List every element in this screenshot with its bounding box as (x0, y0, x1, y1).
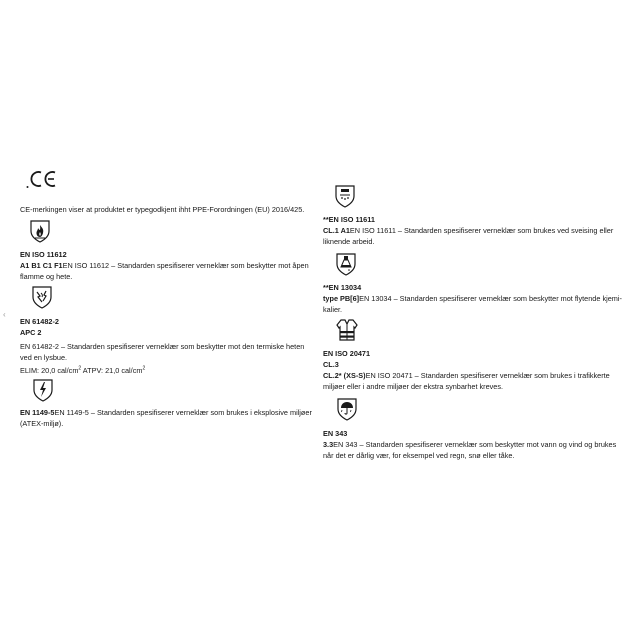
en343-line1: 3.3EN 343 – Standarden spesifiserer verneklær som beskytter mot vann og vind og brukes (323, 440, 617, 449)
en1149-line2: (ATEX-miljø). (20, 419, 64, 428)
chemical-shield-icon (335, 252, 357, 276)
en11612-codes: A1 B1 C1 F1 (20, 261, 63, 270)
en61482-heading: EN 61482-2 (20, 317, 59, 326)
en11612-text1: EN ISO 11612 – Standarden spesifiserer verneklær som beskytter mot åpen (62, 261, 309, 270)
flame-shield-icon (29, 219, 51, 243)
en11612-heading: EN ISO 11612 (20, 250, 67, 259)
elim-value: ELIM: 20,0 cal/cm (20, 366, 79, 375)
en61482-line1: EN 61482-2 – Standarden spesifiserer verneklær som beskytter mot den termiske heten (20, 342, 305, 351)
en20471-line1: CL.2* (XS-S)EN ISO 20471 – Standarden spesifiserer verneklær som brukes i trafikkerte (323, 371, 610, 380)
en13034-codes: type PB[6] (323, 294, 360, 303)
en20471-line2: miljøer eller i andre miljøer der ekstra synbarhet kreves. (323, 382, 504, 391)
atpv-value: ATPV: 21,0 cal/cm (81, 366, 143, 375)
welding-shield-icon (334, 184, 356, 208)
en20471-heading: EN ISO 20471 (323, 349, 371, 358)
en1149-heading: EN 1149-5 (20, 408, 55, 417)
en61482-line2: ved en lysbue. (20, 353, 68, 362)
en61482-class: APC 2 (20, 328, 42, 337)
en13034-line2: kalier. (323, 305, 343, 314)
scroll-left-indicator[interactable]: ‹ (3, 310, 6, 319)
antistatic-shield-icon (32, 378, 54, 402)
high-visibility-vest-icon (335, 318, 359, 342)
en343-heading: EN 343 (323, 429, 348, 438)
en13034-line1: type PB[6]EN 13034 – Standarden spesifiserer verneklær som beskytter mot flytende kjemi- (323, 294, 622, 303)
en13034-heading: **EN 13034 (323, 283, 362, 292)
ce-description: CE-merkingen viser at produktet er typegodkjent ihht PPE-Forordningen (EU) 2016/425. (20, 205, 305, 214)
en11612-line2: flamme og hete. (20, 272, 73, 281)
en11611-line1: CL.1 A1EN ISO 11611 – Standarden spesifiserer verneklær som brukes ved sveising eller (323, 226, 614, 235)
en61482-values: ELIM: 20,0 cal/$cm^2$ ATPV: 21,0 cal/$cm^2$ (20, 365, 146, 375)
en20471-class: CL.3 (323, 360, 339, 369)
en1149-line1: EN 1149-5EN 1149-5 – Standarden spesifiserer verneklær som brukes i eksplosive miljøer (20, 408, 312, 417)
en11611-heading: **EN ISO 11611 (323, 215, 375, 224)
ce-mark (26, 168, 58, 190)
ce-mark-icon (26, 168, 58, 190)
rain-umbrella-shield-icon (336, 397, 358, 421)
en11612-line1 (20, 260, 310, 271)
en11611-codes: CL.1 A1 (323, 226, 350, 235)
en11611-line2: liknende arbeid. (323, 237, 375, 246)
en20471-codes: CL.2* (XS-S) (323, 371, 366, 380)
en343-line2: når det er dårlig vær, for eksempel ved regn, snø eller tåke. (323, 451, 515, 460)
en343-codes: 3.3 (323, 440, 334, 449)
electric-arc-shield-icon (31, 285, 53, 309)
